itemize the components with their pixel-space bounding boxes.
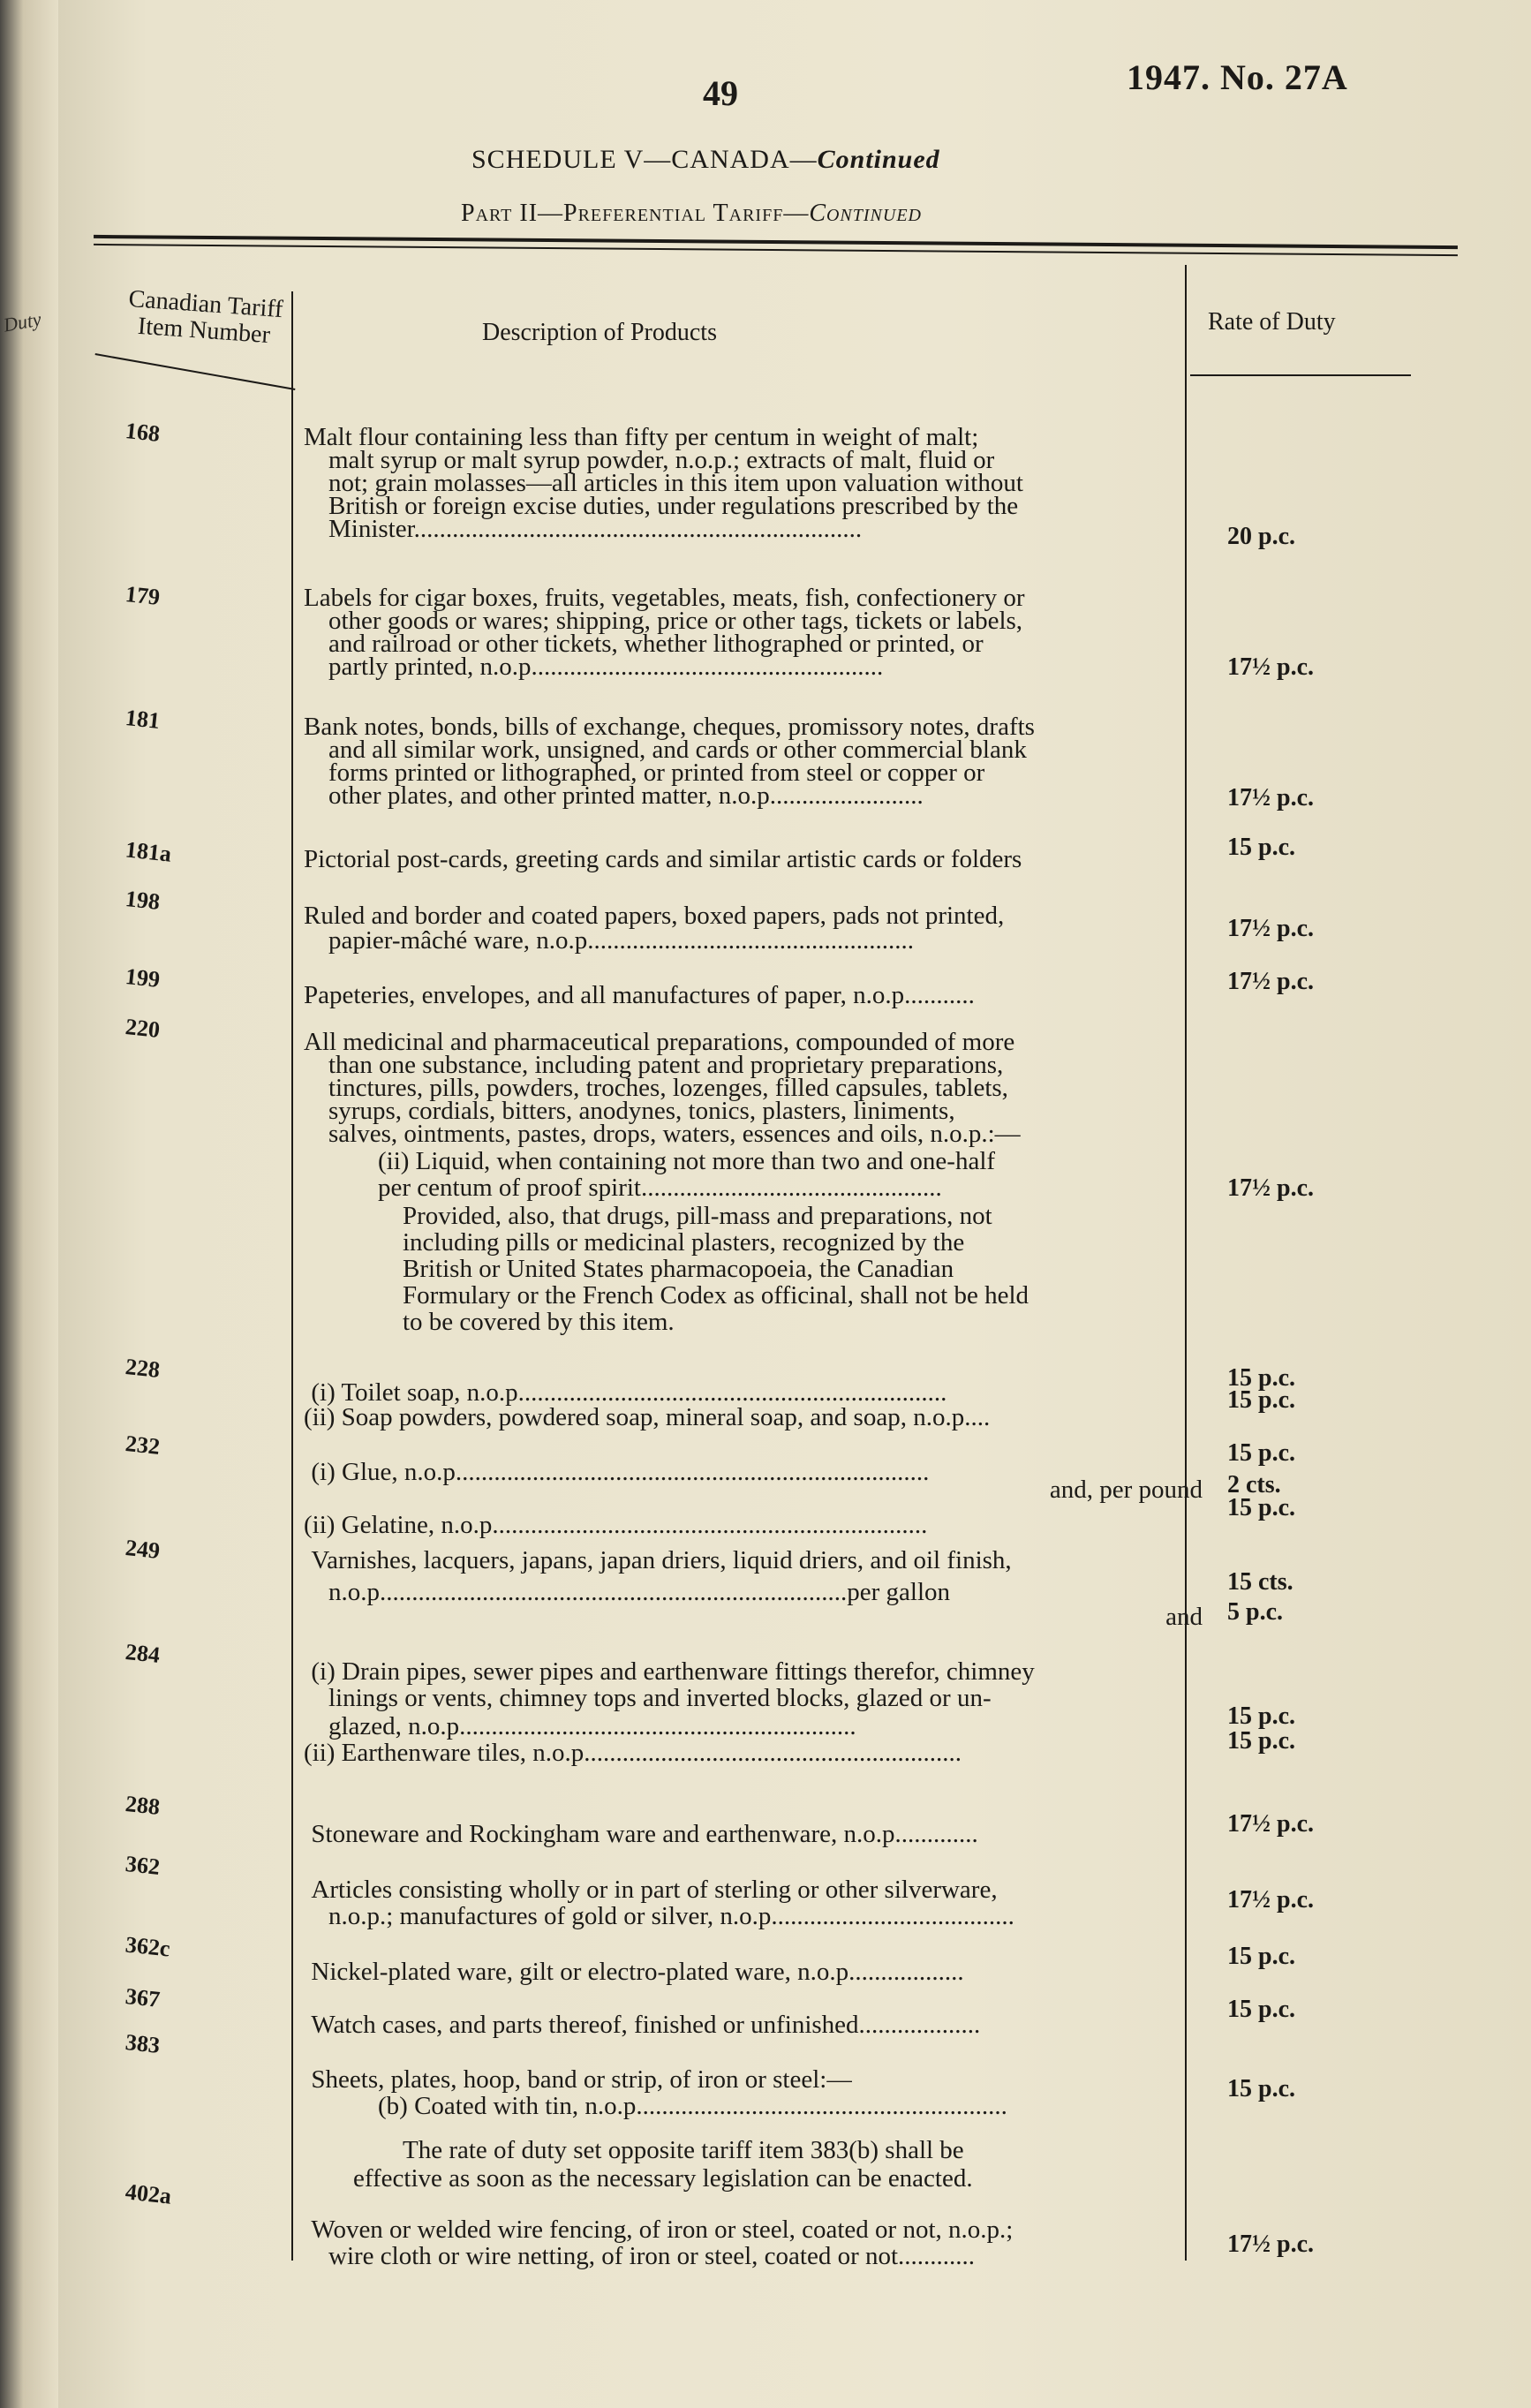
description-line: Formulary or the French Codex as officinal, shall not be held	[403, 1282, 1029, 1310]
rate-of-duty: 17½ p.c.	[1227, 915, 1314, 942]
description-line: and, per pound	[1049, 1476, 1203, 1504]
tariff-item-number: 199	[124, 963, 162, 993]
document-reference: 1947. No. 27A	[1127, 57, 1348, 97]
rate-of-duty: 15 p.c.	[1227, 1996, 1295, 2023]
column-rule-right	[1185, 265, 1187, 2261]
tariff-item-number: 362c	[124, 1931, 171, 1962]
rate-of-duty: 17½ p.c.	[1227, 653, 1314, 681]
rate-of-duty: 17½ p.c.	[1227, 1174, 1314, 1202]
description-line: per centum of proof spirit...............................................	[378, 1174, 942, 1202]
description-line: Provided, also, that drugs, pill-mass and preparations, not	[403, 1203, 992, 1230]
rate-of-duty: 15 p.c.	[1227, 1439, 1295, 1467]
rate-of-duty: 5 p.c.	[1227, 1598, 1283, 1626]
description-line: Malt flour containing less than fifty per centum in weight of malt;	[304, 424, 979, 451]
description-line: (ii) Soap powders, powdered soap, mineral soap, and soap, n.o.p....	[304, 1404, 991, 1431]
description-line: including pills or medicinal plasters, recognized by the	[403, 1229, 965, 1257]
tariff-item-number: 220	[124, 1014, 162, 1043]
rate-of-duty: 15 p.c.	[1227, 2075, 1295, 2102]
description-line: Stoneware and Rockingham ware and earthenware, n.o.p.............	[311, 1821, 978, 1848]
description-line: effective as soon as the necessary legislation can be enacted.	[353, 2165, 973, 2193]
rate-of-duty: 15 p.c.	[1227, 1386, 1295, 1414]
description-line: British or foreign excise duties, under regulations prescribed by the	[328, 493, 1019, 520]
document-page	[58, 0, 1531, 2408]
description-line: not; grain molasses—all articles in this item upon valuation without	[328, 470, 1023, 497]
rate-of-duty: 15 p.c.	[1227, 1494, 1295, 1521]
description-line: than one substance, including patent and proprietary preparations,	[328, 1052, 1004, 1079]
rate-of-duty: 15 p.c.	[1227, 1727, 1295, 1755]
description-line: All medicinal and pharmaceutical preparations, compounded of more	[304, 1029, 1015, 1056]
description-line: (ii) Earthenware tiles, n.o.p...........................................................	[304, 1740, 962, 1767]
description-line: syrups, cordials, bitters, anodynes, tonics, plasters, liniments,	[328, 1098, 955, 1125]
rate-of-duty: 17½ p.c.	[1227, 1810, 1314, 1838]
rate-of-duty: 2 cts.	[1227, 1471, 1281, 1498]
tariff-item-number: 179	[124, 581, 162, 610]
rate-of-duty: 15 p.c.	[1227, 834, 1295, 861]
schedule-title: SCHEDULE V—CANADA—Continued	[471, 145, 940, 174]
column-header-description: Description of Products	[482, 319, 717, 346]
tariff-item-number: 168	[124, 418, 162, 447]
column-header-item-number: Canadian Tariff Item Number	[127, 284, 284, 350]
rate-of-duty: 15 p.c.	[1227, 1702, 1295, 1730]
description-line: other plates, and other printed matter, n.o.p........................	[328, 782, 924, 810]
description-line: n.o.p.........................................................................per gallon	[328, 1579, 951, 1606]
description-line: (i) Drain pipes, sewer pipes and earthenware fittings therefor, chimney	[311, 1658, 1035, 1686]
left-page-gutter	[0, 0, 58, 2408]
description-line: Ruled and border and coated papers, boxed papers, pads not printed,	[304, 902, 1005, 930]
description-line: linings or vents, chimney tops and inverted blocks, glazed or un-	[328, 1685, 992, 1712]
description-line: malt syrup or malt syrup powder, n.o.p.; extracts of malt, fluid or	[328, 447, 995, 474]
tariff-item-number: 402a	[124, 2178, 173, 2209]
description-line: n.o.p.; manufactures of gold or silver, n.o.p......................................	[328, 1903, 1014, 1930]
part-title: Part II—Preferential Tariff—Continued	[461, 200, 922, 227]
description-line: wire cloth or wire netting, of iron or steel, coated or not............	[328, 2243, 976, 2270]
description-line: and	[1165, 1604, 1203, 1631]
description-line: Papeteries, envelopes, and all manufactures of paper, n.o.p...........	[304, 982, 975, 1009]
description-line: (i) Toilet soap, n.o.p...................................................................	[311, 1379, 947, 1407]
tariff-item-number: 249	[124, 1535, 162, 1564]
rate-of-duty: 17½ p.c.	[1227, 1886, 1314, 1914]
description-line: Varnishes, lacquers, japans, japan driers, liquid driers, and oil finish,	[311, 1547, 1012, 1574]
description-line: and railroad or other tickets, whether lithographed or printed, or	[328, 630, 984, 658]
column-header-rate: Rate of Duty	[1208, 308, 1336, 336]
description-line: The rate of duty set opposite tariff item 383(b) shall be	[403, 2137, 964, 2164]
description-line: other goods or wares; shipping, price or other tags, tickets or labels,	[328, 608, 1023, 635]
tariff-item-number: 232	[124, 1430, 162, 1460]
tariff-item-number: 181a	[124, 836, 173, 867]
column-rule-left	[291, 291, 293, 2261]
description-line: glazed, n.o.p..............................................................	[328, 1713, 856, 1740]
tariff-item-number: 367	[124, 1983, 162, 2012]
description-line: (i) Glue, n.o.p..........................................................................	[311, 1459, 930, 1486]
description-line: Minister......................................................................	[328, 516, 863, 543]
tariff-item-number: 181	[124, 705, 162, 734]
rate-of-duty: 15 p.c.	[1227, 1364, 1295, 1392]
rate-of-duty: 15 p.c.	[1227, 1943, 1295, 1970]
description-line: papier-mâché ware, n.o.p...................................................	[328, 927, 915, 955]
tariff-item-number: 228	[124, 1354, 162, 1383]
rate-of-duty: 17½ p.c.	[1227, 784, 1314, 811]
description-line: Woven or welded wire fencing, of iron or steel, coated or not, n.o.p.;	[311, 2216, 1014, 2244]
description-line: and all similar work, unsigned, and cards or other commercial blank	[328, 736, 1027, 764]
description-line: (ii) Gelatine, n.o.p....................................................................	[304, 1512, 928, 1539]
description-line: tinctures, pills, powders, troches, lozenges, filled capsules, tablets,	[328, 1075, 1008, 1102]
rate-of-duty: 20 p.c.	[1227, 523, 1295, 550]
page-number: 49	[703, 73, 738, 113]
description-line: Watch cases, and parts thereof, finished or unfinished...................	[311, 2012, 981, 2039]
description-line: Bank notes, bonds, bills of exchange, cheques, promissory notes, drafts	[304, 713, 1035, 741]
description-line: Pictorial post-cards, greeting cards and similar artistic cards or folders	[304, 846, 1022, 873]
header-underline-left	[95, 353, 296, 390]
description-line: Articles consisting wholly or in part of sterling or other silverware,	[311, 1876, 998, 1904]
description-line: Sheets, plates, hoop, band or strip, of iron or steel:—	[311, 2066, 853, 2094]
description-line: British or United States pharmacopoeia, the Canadian	[403, 1256, 954, 1283]
description-line: Labels for cigar boxes, fruits, vegetables, meats, fish, confectionery or	[304, 585, 1025, 612]
tariff-item-number: 284	[124, 1639, 162, 1668]
gutter-duty-label: Duty	[2, 307, 43, 336]
description-line: Nickel-plated ware, gilt or electro-plated ware, n.o.p..................	[311, 1959, 964, 1986]
description-line: (b) Coated with tin, n.o.p..........................................................	[378, 2093, 1007, 2120]
header-underline-rate	[1190, 374, 1411, 376]
rate-of-duty: 17½ p.c.	[1227, 968, 1314, 995]
tariff-item-number: 198	[124, 886, 162, 915]
description-line: forms printed or lithographed, or printed from steel or copper or	[328, 759, 985, 787]
tariff-item-number: 288	[124, 1791, 162, 1820]
rate-of-duty: 15 cts.	[1227, 1568, 1293, 1596]
description-line: partly printed, n.o.p.......................................................	[328, 653, 884, 681]
tariff-item-number: 383	[124, 2029, 162, 2058]
description-line: (ii) Liquid, when containing not more than two and one-half	[378, 1148, 996, 1175]
description-line: salves, ointments, pastes, drops, waters, essences and oils, n.o.p.:—	[328, 1121, 1021, 1148]
rate-of-duty: 17½ p.c.	[1227, 2231, 1314, 2258]
description-line: to be covered by this item.	[403, 1309, 675, 1336]
tariff-item-number: 362	[124, 1851, 162, 1880]
